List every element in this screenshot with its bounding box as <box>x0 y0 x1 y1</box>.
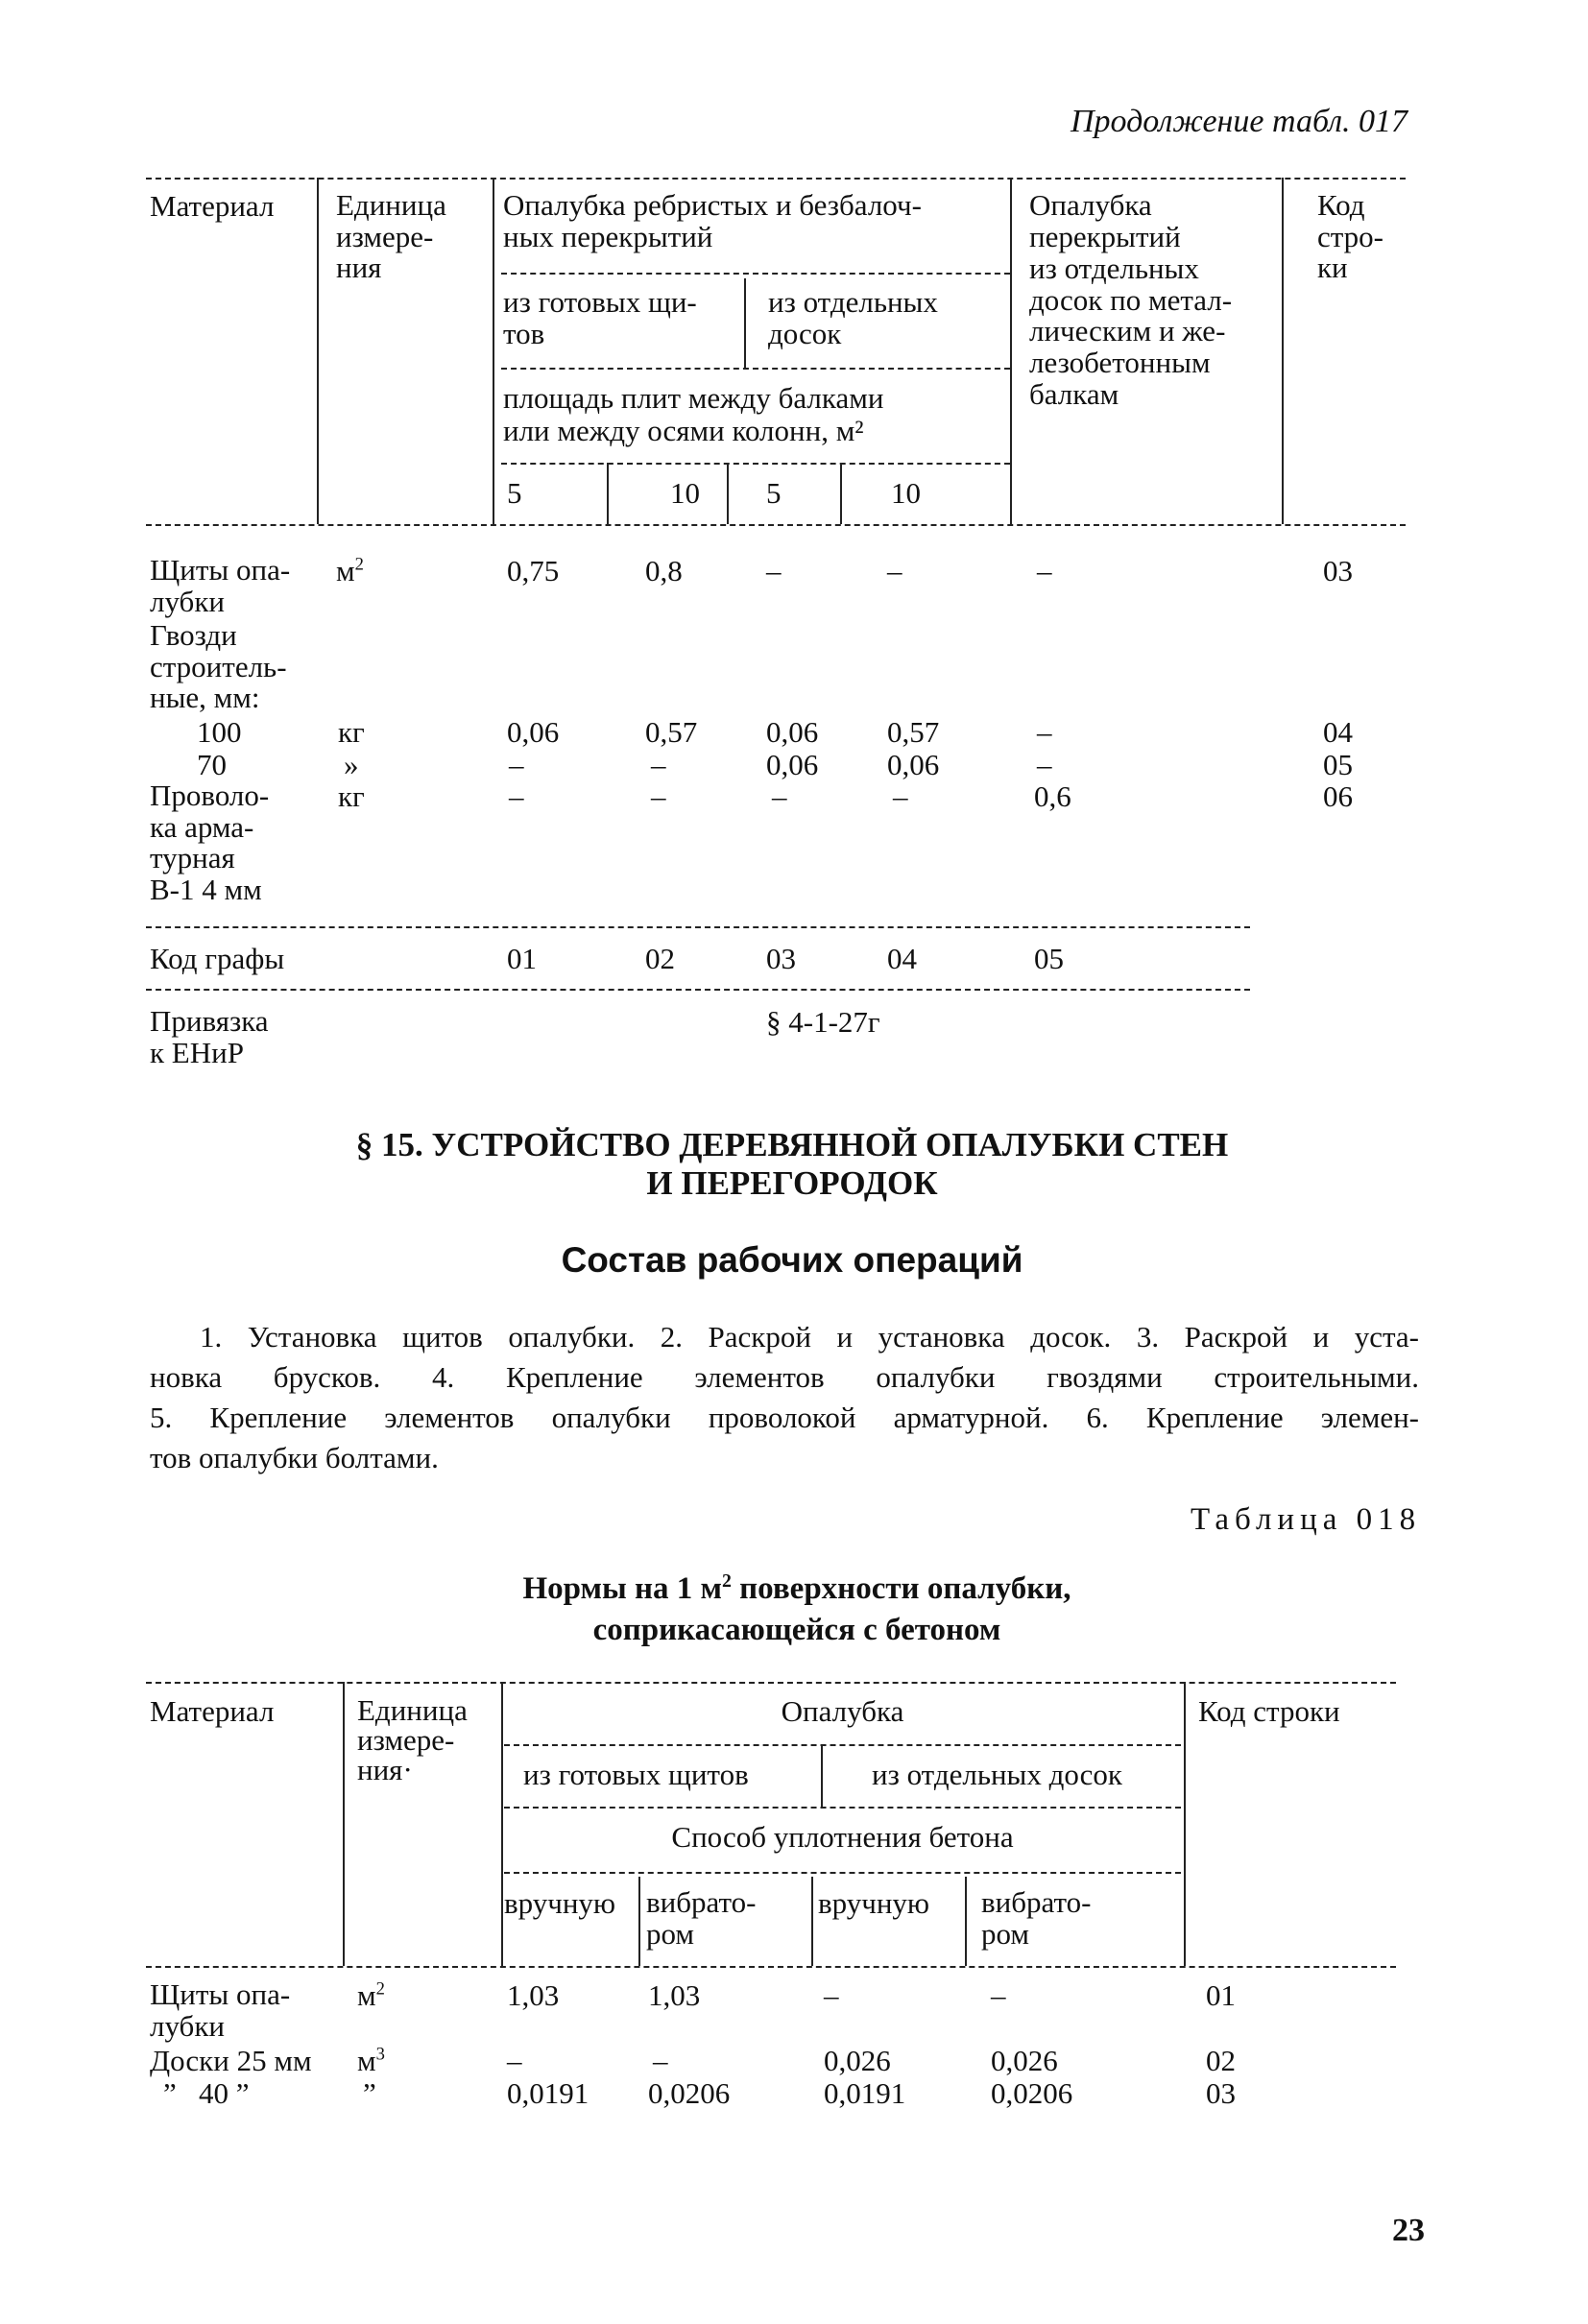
row-material: 70 <box>197 748 227 781</box>
link-label: Привязка к ЕНиР <box>150 1004 269 1069</box>
grafa-code: 05 <box>1034 942 1064 975</box>
row-value: – <box>824 1978 839 2012</box>
header-unit: Единица измере- ния <box>336 188 446 285</box>
row-material: Проволо- ка арма- турная В-1 4 мм <box>150 779 270 906</box>
header-area-5a: 5 <box>507 476 522 510</box>
header-area-10a: 10 <box>670 476 700 510</box>
grafa-label: Код графы <box>150 942 285 975</box>
grafa-code: 02 <box>645 942 675 975</box>
row-value: 0,0191 <box>824 2076 906 2110</box>
row-value: – <box>653 2044 668 2077</box>
row-value: 0,57 <box>645 715 698 749</box>
row-value: – <box>509 748 524 781</box>
row-value: – <box>887 554 902 587</box>
row-value: 0,8 <box>645 554 683 587</box>
row-value: 0,6 <box>1034 779 1071 813</box>
header-formwork: Опалубка <box>781 1694 904 1728</box>
paragraph-line: тов опалубки болтами. <box>150 1441 439 1474</box>
row-code: 03 <box>1206 2076 1236 2110</box>
row-code: 05 <box>1323 748 1353 781</box>
table-caption: Нормы на 1 $м^2$ поверхности опалубки, <box>522 1570 1071 1606</box>
row-value: 0,57 <box>887 715 940 749</box>
header-manual: вручную <box>818 1886 930 1920</box>
row-material: 100 <box>197 715 242 749</box>
row-value: 0,026 <box>991 2044 1058 2077</box>
row-code: 02 <box>1206 2044 1236 2077</box>
row-value: – <box>651 779 666 813</box>
section-title: § 15. УСТРОЙСТВО ДЕРЕВЯННОЙ ОПАЛУБКИ СТЕН И ПЕРЕГОРОДОК <box>355 1126 1229 1203</box>
row-value: 1,03 <box>507 1978 560 2012</box>
row-value: – <box>509 779 524 813</box>
row-value: 0,06 <box>766 748 819 781</box>
header-area-10b: 10 <box>891 476 921 510</box>
header-material: Материал <box>150 1694 275 1728</box>
row-value: – <box>1037 715 1052 749</box>
row-unit: кг <box>338 715 365 749</box>
row-material: ” 40 ” <box>163 2076 250 2110</box>
table-label: Таблица 018 <box>1191 1502 1422 1537</box>
header-unit: Единица измере- ния· <box>357 1693 468 1786</box>
header-vibro: вибрато- ром <box>646 1885 757 1951</box>
row-unit: $м^2$ <box>336 554 364 587</box>
row-code: 03 <box>1323 554 1353 587</box>
row-value: 0,75 <box>507 554 560 587</box>
row-value: 0,06 <box>766 715 819 749</box>
header-ribbed-formwork: Опалубка ребристых и безбалоч- ных перекрытий <box>503 188 922 253</box>
row-value: 0,06 <box>887 748 940 781</box>
grafa-code: 04 <box>887 942 917 975</box>
row-value: 0,06 <box>507 715 560 749</box>
row-material: Доски 25 мм <box>150 2044 312 2077</box>
header-from-boards: из отдельных досок <box>768 285 938 350</box>
row-code: 04 <box>1323 715 1353 749</box>
header-manual: вручную <box>504 1886 616 1920</box>
row-unit: кг <box>338 779 365 813</box>
row-value: 0,026 <box>824 2044 891 2077</box>
header-from-panels: из готовых щитов <box>523 1758 749 1791</box>
row-material: Щиты опа- лубки <box>150 553 291 618</box>
header-vibro: вибрато- ром <box>981 1885 1092 1951</box>
row-value: – <box>766 554 782 587</box>
row-value: – <box>1037 748 1052 781</box>
row-code: 06 <box>1323 779 1353 813</box>
row-unit: $м^3$ <box>357 2044 385 2077</box>
section-subtitle: Состав рабочих операций <box>561 1240 1023 1280</box>
row-value: – <box>507 2044 522 2077</box>
header-compaction-method: Способ уплотнения бетона <box>671 1820 1014 1854</box>
paragraph-line: 1. Установка щитов опалубки. 2. Раскрой и установка досок. 3. Раскрой и уста- <box>200 1320 1419 1354</box>
row-material: Щиты опа- лубки <box>150 1977 291 2043</box>
row-value: 1,03 <box>648 1978 701 2012</box>
row-code: 01 <box>1206 1978 1236 2012</box>
header-area: площадь плит между балками или между осями колонн, м² <box>503 381 884 448</box>
header-row-code: Код строки <box>1198 1694 1340 1728</box>
row-value: 0,0191 <box>507 2076 589 2110</box>
row-unit: » <box>344 748 359 781</box>
row-unit: ” <box>363 2076 376 2110</box>
row-value: – <box>893 779 908 813</box>
row-unit: $м^2$ <box>357 1978 385 2012</box>
page-number: 23 <box>1392 2213 1425 2248</box>
grafa-code: 03 <box>766 942 796 975</box>
table-continuation-label: Продолжение табл. 017 <box>1071 104 1408 139</box>
row-value: 0,0206 <box>648 2076 731 2110</box>
row-material: Гвозди строитель- ные, мм: <box>150 618 287 715</box>
table-caption: соприкасающейся с бетоном <box>592 1613 1001 1647</box>
paragraph-line: 5. Крепление элементов опалубки проволокой арматурной. 6. Крепление элемен- <box>150 1401 1419 1434</box>
header-row-code: Код стро- ки <box>1317 188 1384 285</box>
header-separate-boards: Опалубка перекрытий из отдельных досок по метал- лическим и же- лезобетонным балкам <box>1029 188 1233 412</box>
header-material: Материал <box>150 189 275 223</box>
grafa-code: 01 <box>507 942 537 975</box>
paragraph-line: новка брусков. 4. Крепление элементов опалубки гвоздями строительными. <box>150 1360 1419 1394</box>
header-from-boards: из отдельных досок <box>872 1758 1122 1791</box>
row-value: – <box>991 1978 1006 2012</box>
row-value: 0,0206 <box>991 2076 1073 2110</box>
header-area-5b: 5 <box>766 476 782 510</box>
row-value: – <box>1037 554 1052 587</box>
row-value: – <box>651 748 666 781</box>
header-from-panels: из готовых щи- тов <box>503 285 697 350</box>
row-value: – <box>772 779 787 813</box>
link-value: § 4-1-27г <box>766 1005 880 1039</box>
